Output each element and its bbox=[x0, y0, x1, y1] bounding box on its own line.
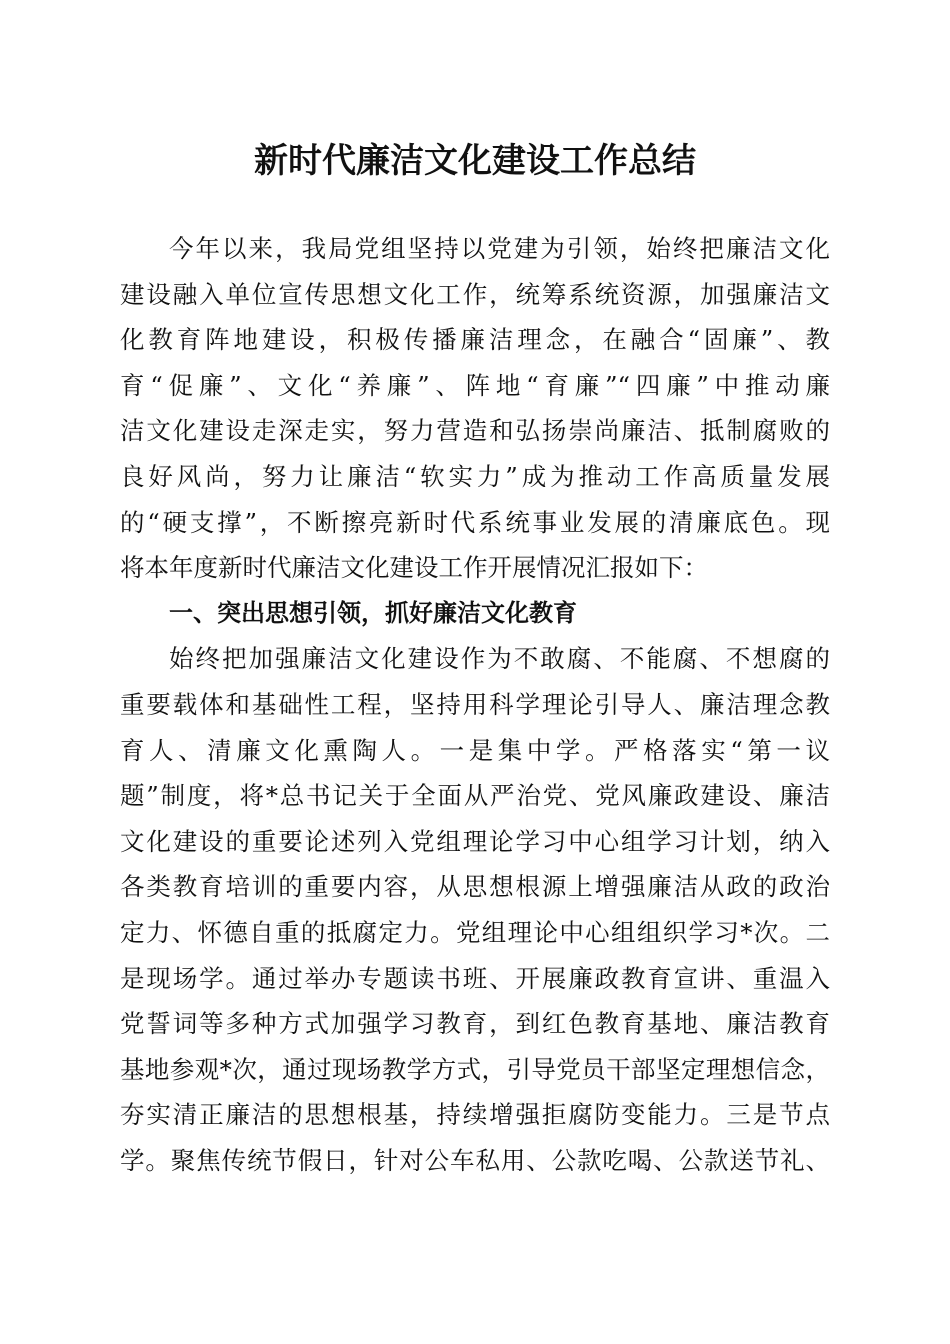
paragraph-line: 党誓词等多种方式加强学习教育，到红色教育基地、廉洁教育 bbox=[120, 1009, 830, 1039]
paragraph-line: 育“促廉”、文化“养廉”、阵地“育廉”“四廉”中推动廉 bbox=[120, 370, 830, 400]
paragraph-section-1 bbox=[120, 636, 830, 1183]
paragraph-line: 重要载体和基础性工程，坚持用科学理论引导人、廉洁理念教 bbox=[120, 689, 830, 719]
paragraph-line: 洁文化建设走深走实，努力营造和弘扬崇尚廉洁、抵制腐败的 bbox=[120, 416, 830, 446]
paragraph-line: 建设融入单位宣传思想文化工作，统筹系统资源，加强廉洁文 bbox=[120, 279, 830, 309]
paragraph-line: 学。聚焦传统节假日，针对公车私用、公款吃喝、公款送节礼、 bbox=[120, 1145, 830, 1175]
paragraph-line: 文化建设的重要论述列入党组理论学习中心组学习计划，纳入 bbox=[120, 826, 830, 856]
section-heading-1: 一、突出思想引领，抓好廉洁文化教育 bbox=[169, 598, 577, 627]
paragraph-line: 定力、怀德自重的抵腐定力。党组理论中心组组织学习*次。二 bbox=[120, 917, 830, 947]
paragraph-line: 化教育阵地建设，积极传播廉洁理念，在融合“固廉”、教 bbox=[120, 325, 830, 355]
paragraph-line: 今年以来，我局党组坚持以党建为引领，始终把廉洁文化 bbox=[169, 234, 830, 263]
paragraph-line: 题”制度，将*总书记关于全面从严治党、党风廉政建设、廉洁 bbox=[120, 781, 830, 811]
document-body bbox=[120, 226, 830, 1183]
paragraph-line: 各类教育培训的重要内容，从思想根源上增强廉洁从政的政治 bbox=[120, 872, 830, 902]
paragraph-line: 夯实清正廉洁的思想根基，持续增强拒腐防变能力。三是节点 bbox=[120, 1100, 830, 1130]
paragraph-intro bbox=[120, 226, 830, 591]
paragraph-line: 将本年度新时代廉洁文化建设工作开展情况汇报如下： bbox=[120, 553, 708, 583]
paragraph-line: 是现场学。通过举办专题读书班、开展廉政教育宣讲、重温入 bbox=[120, 963, 830, 993]
paragraph-line: 育人、清廉文化熏陶人。一是集中学。严格落实“第一议 bbox=[120, 735, 830, 765]
paragraph-line: 的“硬支撑”，不断擦亮新时代系统事业发展的清廉底色。现 bbox=[120, 507, 830, 537]
paragraph-line: 始终把加强廉洁文化建设作为不敢腐、不能腐、不想腐的 bbox=[169, 644, 830, 674]
paragraph-line: 良好风尚，努力让廉洁“软实力”成为推动工作高质量发展 bbox=[120, 461, 830, 491]
paragraph-line: 基地参观*次，通过现场教学方式，引导党员干部坚定理想信念， bbox=[120, 1054, 830, 1084]
document-title: 新时代廉洁文化建设工作总结 bbox=[254, 141, 696, 181]
